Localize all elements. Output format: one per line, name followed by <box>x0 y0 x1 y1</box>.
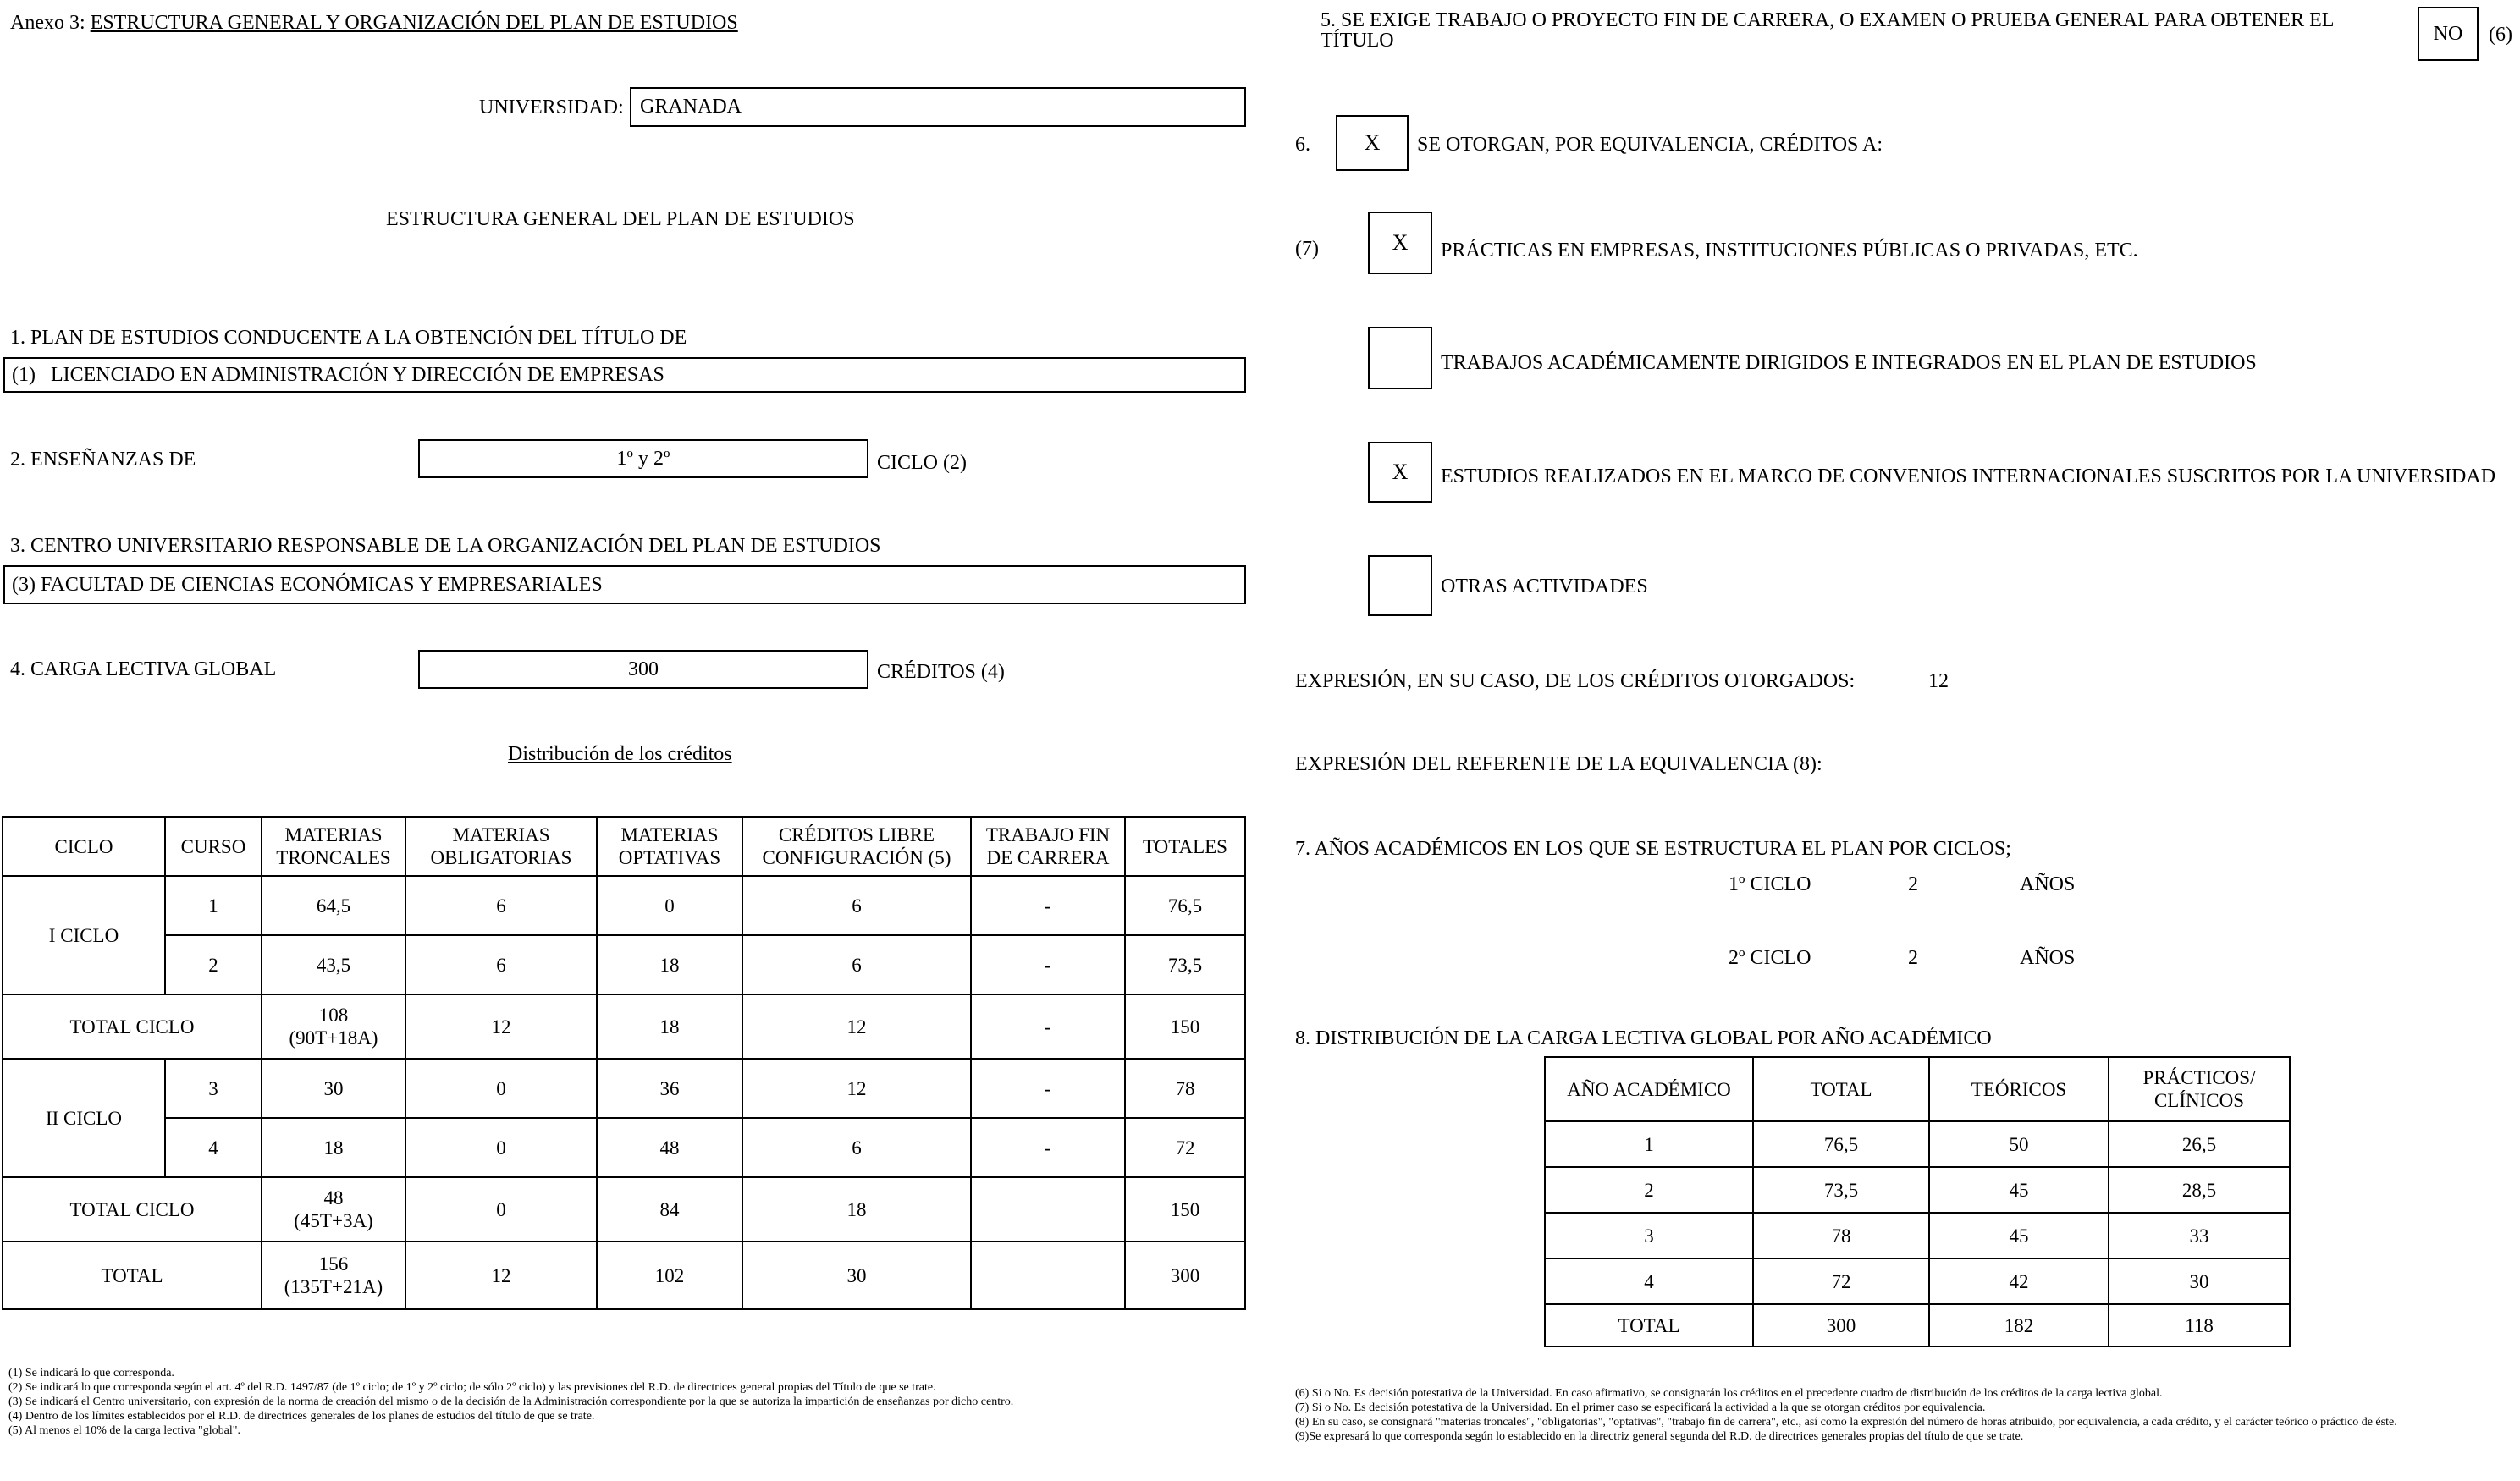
cycle-2-label: II CICLO <box>3 1059 165 1177</box>
option-convenios-checkbox[interactable] <box>1368 442 1432 503</box>
optativas-cell: 18 <box>597 935 742 994</box>
header-teoricos: TEÓRICOS <box>1929 1057 2109 1121</box>
section-6-checkbox[interactable] <box>1336 115 1409 171</box>
year-cell: 3 <box>1545 1213 1753 1258</box>
university-value: GRANADA <box>640 96 742 118</box>
section-2-value: 1º y 2º <box>616 448 670 470</box>
total-cycle-label: TOTAL CICLO <box>3 1177 262 1242</box>
section-3-label: 3. CENTRO UNIVERSITARIO RESPONSABLE DE LA ORGANIZACIÓN DEL PLAN DE ESTUDIOS <box>10 535 881 557</box>
table-row-grand-total <box>3 1242 1245 1309</box>
teoricos-cell: 45 <box>1929 1213 2109 1258</box>
trabajo-cell <box>971 1242 1125 1309</box>
practicos-cell: 30 <box>2109 1258 2290 1304</box>
trabajo-cell: - <box>971 994 1125 1059</box>
section-1-value: (1) LICENCIADO EN ADMINISTRACIÓN Y DIRECCIÓN DE EMPRESAS <box>12 364 664 386</box>
obligatorias-cell: 0 <box>405 1059 597 1118</box>
libre-cell: 30 <box>742 1242 971 1309</box>
cycle-1-years: 2 <box>1908 873 1918 895</box>
header-troncales: MATERIAS TRONCALES <box>262 817 405 876</box>
section-5-note: (6) <box>2489 24 2512 46</box>
curso-cell: 2 <box>165 935 262 994</box>
header-trabajo-fin: TRABAJO FIN DE CARRERA <box>971 817 1125 876</box>
section-5-line2: TÍTULO <box>1321 30 1394 52</box>
trabajo-cell: - <box>971 1059 1125 1118</box>
footnote: (5) Al menos el 10% de la carga lectiva "global". <box>8 1424 240 1437</box>
teoricos-cell: 182 <box>1929 1304 2109 1346</box>
section-6-prefix: 6. <box>1295 134 1310 156</box>
section-3-value: (3) FACULTAD DE CIENCIAS ECONÓMICAS Y EMPRESARIALES <box>12 574 603 596</box>
practicos-cell: 118 <box>2109 1304 2290 1346</box>
optativas-cell: 102 <box>597 1242 742 1309</box>
table-row <box>1545 1167 2290 1213</box>
grand-total-label: TOTAL <box>3 1242 262 1309</box>
year-cell: 1 <box>1545 1121 1753 1167</box>
university-field <box>630 87 1246 127</box>
obligatorias-cell: 12 <box>405 1242 597 1309</box>
table-row <box>3 1118 1245 1177</box>
table-row <box>3 935 1245 994</box>
expresion-label: EXPRESIÓN, EN SU CASO, DE LOS CRÉDITOS OTORGADOS: <box>1295 670 1856 692</box>
header-optativas: MATERIAS OPTATIVAS <box>597 817 742 876</box>
university-label: UNIVERSIDAD: <box>479 96 624 118</box>
year-cell: 2 <box>1545 1167 1753 1213</box>
trabajo-cell: - <box>971 1118 1125 1177</box>
annex-title: ESTRUCTURA GENERAL Y ORGANIZACIÓN DEL PLAN DE ESTUDIOS <box>90 12 738 34</box>
libre-cell: 12 <box>742 994 971 1059</box>
cycle-2-unit: AÑOS <box>2020 947 2076 969</box>
header-libre-configuracion: CRÉDITOS LIBRE CONFIGURACIÓN (5) <box>742 817 971 876</box>
footnote: (4) Dentro de los límites establecidos por el R.D. de directrices generales de los planes de estudios del título de que se trate. <box>8 1410 595 1423</box>
totales-cell: 73,5 <box>1125 935 1245 994</box>
section-4-value: 300 <box>628 658 659 680</box>
referente-label: EXPRESIÓN DEL REFERENTE DE LA EQUIVALENCIA (8): <box>1295 753 1822 775</box>
footnote: (1) Se indicará lo que corresponda. <box>8 1367 174 1379</box>
section-7-label: 7. AÑOS ACADÉMICOS EN LOS QUE SE ESTRUCTURA EL PLAN POR CICLOS; <box>1295 838 2011 860</box>
trabajo-cell <box>971 1177 1125 1242</box>
table-row <box>1545 1213 2290 1258</box>
left-footnotes <box>8 1366 1244 1438</box>
table-row-total <box>1545 1304 2290 1346</box>
checkbox-mark: X <box>1392 460 1409 484</box>
troncales-cell: 156 (135T+21A) <box>262 1242 405 1309</box>
cycle-1-label: I CICLO <box>3 876 165 994</box>
troncales-cell: 43,5 <box>262 935 405 994</box>
header-obligatorias: MATERIAS OBLIGATORIAS <box>405 817 597 876</box>
year-table <box>1544 1056 2291 1347</box>
totales-cell: 300 <box>1125 1242 1245 1309</box>
libre-cell: 6 <box>742 876 971 935</box>
section-5-text <box>1321 10 2334 51</box>
checkbox-mark: X <box>1392 230 1409 255</box>
total-cell: 73,5 <box>1753 1167 1929 1213</box>
troncales-cell: 30 <box>262 1059 405 1118</box>
curso-cell: 4 <box>165 1118 262 1177</box>
optativas-cell: 18 <box>597 994 742 1059</box>
optativas-cell: 84 <box>597 1177 742 1242</box>
structure-title: ESTRUCTURA GENERAL DEL PLAN DE ESTUDIOS <box>386 208 855 230</box>
section-2-suffix: CICLO (2) <box>877 452 967 474</box>
footnote: (9)Se expresará lo que corresponda según lo establecido en la directriz general segunda del R.D. de directrices generales propias del título de que se trate. <box>1295 1430 2024 1443</box>
section-5-answer: NO <box>2433 22 2463 45</box>
header-ciclo: CICLO <box>3 817 165 876</box>
table-row <box>1545 1121 2290 1167</box>
totales-cell: 72 <box>1125 1118 1245 1177</box>
section-7-note: (7) <box>1295 238 1319 260</box>
option-trabajos-label: TRABAJOS ACADÉMICAMENTE DIRIGIDOS E INTEGRADOS EN EL PLAN DE ESTUDIOS <box>1441 352 2257 374</box>
option-otras-checkbox[interactable] <box>1368 555 1432 616</box>
optativas-cell: 0 <box>597 876 742 935</box>
table-row <box>1545 1258 2290 1304</box>
practicos-cell: 26,5 <box>2109 1121 2290 1167</box>
section-4-label: 4. CARGA LECTIVA GLOBAL <box>10 658 277 680</box>
troncales-cell: 48 (45T+3A) <box>262 1177 405 1242</box>
option-otras-label: OTRAS ACTIVIDADES <box>1441 575 1648 597</box>
section-2-field <box>418 439 868 478</box>
obligatorias-cell: 6 <box>405 876 597 935</box>
distribution-title: Distribución de los créditos <box>508 743 732 765</box>
total-cell: 72 <box>1753 1258 1929 1304</box>
section-8-label: 8. DISTRIBUCIÓN DE LA CARGA LECTIVA GLOBAL POR AÑO ACADÉMICO <box>1295 1027 1992 1049</box>
credits-table <box>2 816 1246 1310</box>
totales-cell: 150 <box>1125 994 1245 1059</box>
header-total: TOTAL <box>1753 1057 1929 1121</box>
teoricos-cell: 42 <box>1929 1258 2109 1304</box>
section-3-field <box>3 565 1246 604</box>
libre-cell: 6 <box>742 935 971 994</box>
expresion-value: 12 <box>1928 670 1949 692</box>
option-trabajos-checkbox[interactable] <box>1368 327 1432 389</box>
cycle-2-name: 2º CICLO <box>1729 947 1811 969</box>
table-row-total-cycle-2 <box>3 1177 1245 1242</box>
footnote: (3) Se indicará el Centro universitario, con expresión de la norma de creación del mismo o de la decisión de la Administración correspondiente por la que se autoriza la impartición de enseñanzas por dicho centro. <box>8 1396 1014 1408</box>
optativas-cell: 48 <box>597 1118 742 1177</box>
year-cell: TOTAL <box>1545 1304 1753 1346</box>
libre-cell: 6 <box>742 1118 971 1177</box>
checkbox-mark: X <box>1364 130 1381 155</box>
libre-cell: 12 <box>742 1059 971 1118</box>
trabajo-cell: - <box>971 876 1125 935</box>
footnote: (6) Si o No. Es decisión potestativa de la Universidad. En caso afirmativo, se consignarán los créditos en el precedente cuadro de distribución de los créditos de la carga lectiva global. <box>1295 1387 2163 1400</box>
totales-cell: 78 <box>1125 1059 1245 1118</box>
header-totales: TOTALES <box>1125 817 1245 876</box>
section-5-line1: 5. SE EXIGE TRABAJO O PROYECTO FIN DE CARRERA, O EXAMEN O PRUEBA GENERAL PARA OBTENER EL <box>1321 9 2335 31</box>
obligatorias-cell: 0 <box>405 1177 597 1242</box>
totales-cell: 76,5 <box>1125 876 1245 935</box>
section-4-field <box>418 650 868 689</box>
cycle-2-years: 2 <box>1908 947 1918 969</box>
practicos-cell: 28,5 <box>2109 1167 2290 1213</box>
troncales-cell: 108 (90T+18A) <box>262 994 405 1059</box>
obligatorias-cell: 0 <box>405 1118 597 1177</box>
option-practicas-checkbox[interactable] <box>1368 212 1432 274</box>
section-4-suffix: CRÉDITOS (4) <box>877 661 1005 683</box>
footnote: (2) Se indicará lo que corresponda según el art. 4º del R.D. 1497/87 (de 1º ciclo; de 1º y 2º ciclo; de sólo 2º ciclo) y las previsiones del R.D. de directrices general propias del Título de que se trate. <box>8 1381 936 1394</box>
cycle-1-unit: AÑOS <box>2020 873 2076 895</box>
curso-cell: 1 <box>165 876 262 935</box>
option-practicas-label: PRÁCTICAS EN EMPRESAS, INSTITUCIONES PÚBLICAS O PRIVADAS, ETC. <box>1441 239 2138 262</box>
trabajo-cell: - <box>971 935 1125 994</box>
total-cell: 76,5 <box>1753 1121 1929 1167</box>
header-ano: AÑO ACADÉMICO <box>1545 1057 1753 1121</box>
obligatorias-cell: 6 <box>405 935 597 994</box>
right-footnotes <box>1295 1386 2506 1444</box>
optativas-cell: 36 <box>597 1059 742 1118</box>
option-convenios-label: ESTUDIOS REALIZADOS EN EL MARCO DE CONVENIOS INTERNACIONALES SUSCRITOS POR LA UNIVERSIDAD <box>1441 465 2496 487</box>
table-row <box>3 1059 1245 1118</box>
footnote: (8) En su caso, se consignará "materias troncales", "obligatorias", "optativas", "trabajo fin de carrera", etc., así como la expresión del número de horas atribuido, por equivalencia, a cada crédito, y el carácter teórico o práctico de éste. <box>1295 1416 2397 1429</box>
curso-cell: 3 <box>165 1059 262 1118</box>
practicos-cell: 33 <box>2109 1213 2290 1258</box>
troncales-cell: 64,5 <box>262 876 405 935</box>
header-curso: CURSO <box>165 817 262 876</box>
year-cell: 4 <box>1545 1258 1753 1304</box>
libre-cell: 18 <box>742 1177 971 1242</box>
footnote: (7) Si o No. Es decisión potestativa de la Universidad. En el primer caso se especificará la actividad a la que se otorgan créditos por equivalencia. <box>1295 1401 1986 1414</box>
total-cycle-label: TOTAL CICLO <box>3 994 262 1059</box>
table-row <box>3 876 1245 935</box>
troncales-cell: 18 <box>262 1118 405 1177</box>
annex-heading <box>10 12 738 35</box>
section-1-field <box>3 357 1246 393</box>
obligatorias-cell: 12 <box>405 994 597 1059</box>
table-row-total-cycle-1 <box>3 994 1245 1059</box>
section-2-label: 2. ENSEÑANZAS DE <box>10 449 196 471</box>
total-cell: 300 <box>1753 1304 1929 1346</box>
cycle-1-name: 1º CICLO <box>1729 873 1811 895</box>
teoricos-cell: 45 <box>1929 1167 2109 1213</box>
year-header-row <box>1545 1057 2290 1121</box>
header-practicos: PRÁCTICOS/ CLÍNICOS <box>2109 1057 2290 1121</box>
total-cell: 78 <box>1753 1213 1929 1258</box>
annex-prefix: Anexo 3: <box>10 12 85 34</box>
totales-cell: 150 <box>1125 1177 1245 1242</box>
section-1-label: 1. PLAN DE ESTUDIOS CONDUCENTE A LA OBTENCIÓN DEL TÍTULO DE <box>10 327 687 349</box>
section-6-text: SE OTORGAN, POR EQUIVALENCIA, CRÉDITOS A: <box>1417 134 1883 156</box>
teoricos-cell: 50 <box>1929 1121 2109 1167</box>
section-5-answer-box <box>2418 7 2479 61</box>
credits-header-row <box>3 817 1245 876</box>
